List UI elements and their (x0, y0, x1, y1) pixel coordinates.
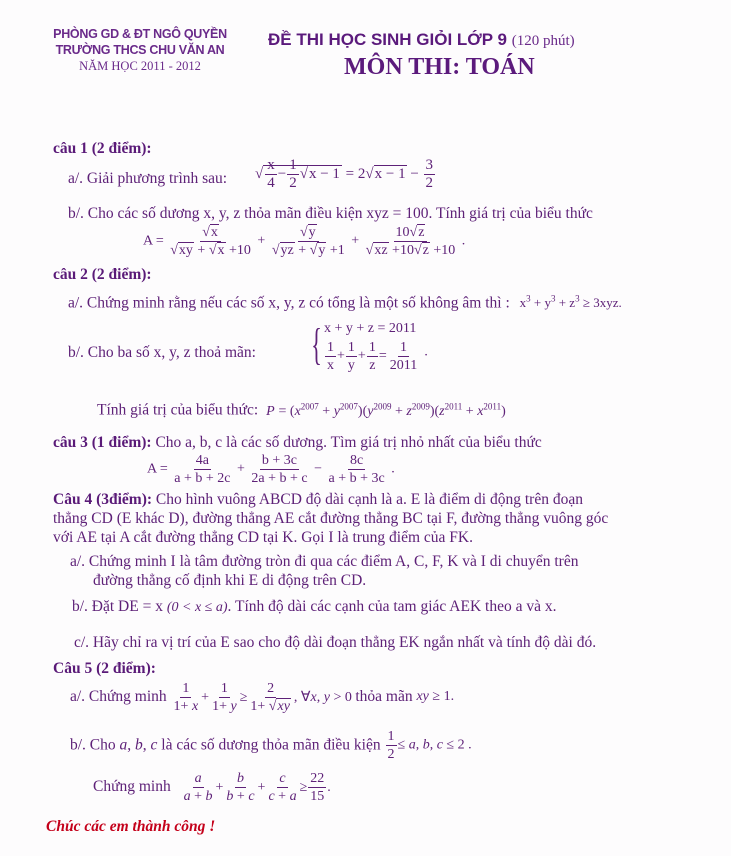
q4-line1: Câu 4 (3điểm): Cho hình vuông ABCD độ dài cạnh là a. E là điểm di động trên đoạn (53, 491, 583, 508)
q1a-formula: √ $\frac{x}{4}$ − $\frac{1}{2}$ √ x − 1 = 2 √ x − 1 − $\frac{3}{2}$ (255, 157, 436, 192)
q4a-line2: đường thẳng cố định khi E di động trên CD. (93, 572, 367, 589)
department-name: PHÒNG GD & ĐT NGÔ QUYỀN (53, 27, 227, 41)
q1b-formula: A = √ x √ xy + √ x +10 + √ y √ yz + √ y +1 + 10 √ z √ xz +10 √ z +10 . (143, 224, 465, 259)
q1a-text (68, 170, 227, 188)
q2a-text: a/. Chứng minh rằng nếu các số x, y, z có tổng là một số không âm thì : $x^3 + y^3 + z^3 \ge 3xyz$. (68, 294, 622, 312)
q2b-system: { x + y + z = 2011 $\frac{1}{x}$ + $\frac{1}{y}$ + $\frac{1}{z}$ = $\frac{1}{2011}$ · (311, 320, 429, 373)
q4-line2: thẳng CD (E khác D), đường thẳng AE cắt đường thẳng BC tại F, đường thẳng vuông góc (53, 510, 609, 527)
q2b-eq1: x + y + z = 2011 (324, 321, 417, 336)
q3-line: câu 3 (1 điểm): Cho a, b, c là các số dương. Tìm giá trị nhỏ nhất của biểu thức (53, 434, 542, 451)
q2b-compute: Tính giá trị của biểu thức: $P = (x^{2007} + y^{2007})(y^{2009} + z^{2009})(z^{2011} + x^{2011})$ (97, 401, 506, 419)
exam-subject: MÔN THI: TOÁN (344, 54, 535, 80)
q4c-text: c/. Hãy chỉ ra vị trí của E sao cho độ dài đoạn thẳng EK ngắn nhất và tính độ dài đó. (74, 634, 597, 651)
q4-line3: với AE tại A cắt đường thẳng CD tại K. Gọi I là trung điểm của FK. (53, 529, 473, 546)
q4-heading: Câu 4 (3điểm): (53, 491, 153, 508)
q5b-prove: Chứng minh $\frac{a}{a + b}$ + $\frac{b}{b + c}$ + $\frac{c}{c + a}$ ≥ $\frac{22}{15}$ . (93, 771, 331, 804)
q5-heading: Câu 5 (2 điểm): (53, 660, 156, 677)
q2b-label: b/. Cho ba số x, y, z thoả mãn: (68, 344, 256, 361)
q5b: b/. Cho a, b, c là các số dương thỏa mãn điều kiện $\frac{1}{2}$ ≤ a, b, c ≤ 2 . (70, 729, 472, 762)
exam-duration: (120 phút) (511, 33, 575, 49)
q1-heading: câu 1 (2 điểm): (53, 140, 152, 157)
closing-message: Chúc các em thành công ! (46, 818, 216, 835)
exam-title-block (268, 30, 628, 80)
q1b-text: b/. Cho các số dương x, y, z thỏa mãn điều kiện xyz = 100. Tính giá trị của biểu thức (68, 205, 593, 222)
q3-heading: câu 3 (1 điểm): (53, 434, 152, 451)
q2b-eq2: $\frac{1}{x}$ + $\frac{1}{y}$ + $\frac{1}{z}$ = $\frac{1}{2011}$ · (327, 340, 429, 373)
q2-heading: câu 2 (2 điểm): (53, 266, 152, 283)
q4b-text: b/. Đặt DE = x (0 < x ≤ a). Tính độ dài các cạnh của tam giác AEK theo a và x. (72, 598, 557, 615)
exam-title: ĐỀ THI HỌC SINH GIỎI LỚP 9 (120 phút) (268, 30, 575, 49)
school-name: TRƯỜNG THCS CHU VĂN AN (55, 43, 225, 57)
q5a: a/. Chứng minh $\frac{1}{1+ x}$ + $\frac{1}{1+ y}$ ≥ $\frac{2}{1+ √ xy}$ , ∀x, y > 0 thỏa mãn xy ≥ 1. (70, 680, 454, 715)
q3-formula: A = $\frac{4a}{a + b + 2c}$ + $\frac{b + 3c}{2a + b + c}$ − $\frac{8c}{a + b + 3c}$ . (147, 453, 395, 486)
q1a-label: a/. Giải phương trình sau: (68, 170, 228, 187)
q4a-line1: a/. Chứng minh I là tâm đường tròn đi qua các điểm A, C, F, K và I di chuyển trên (70, 553, 579, 570)
school-header (40, 26, 240, 74)
school-year: NĂM HỌC 2011 - 2012 (79, 59, 201, 73)
